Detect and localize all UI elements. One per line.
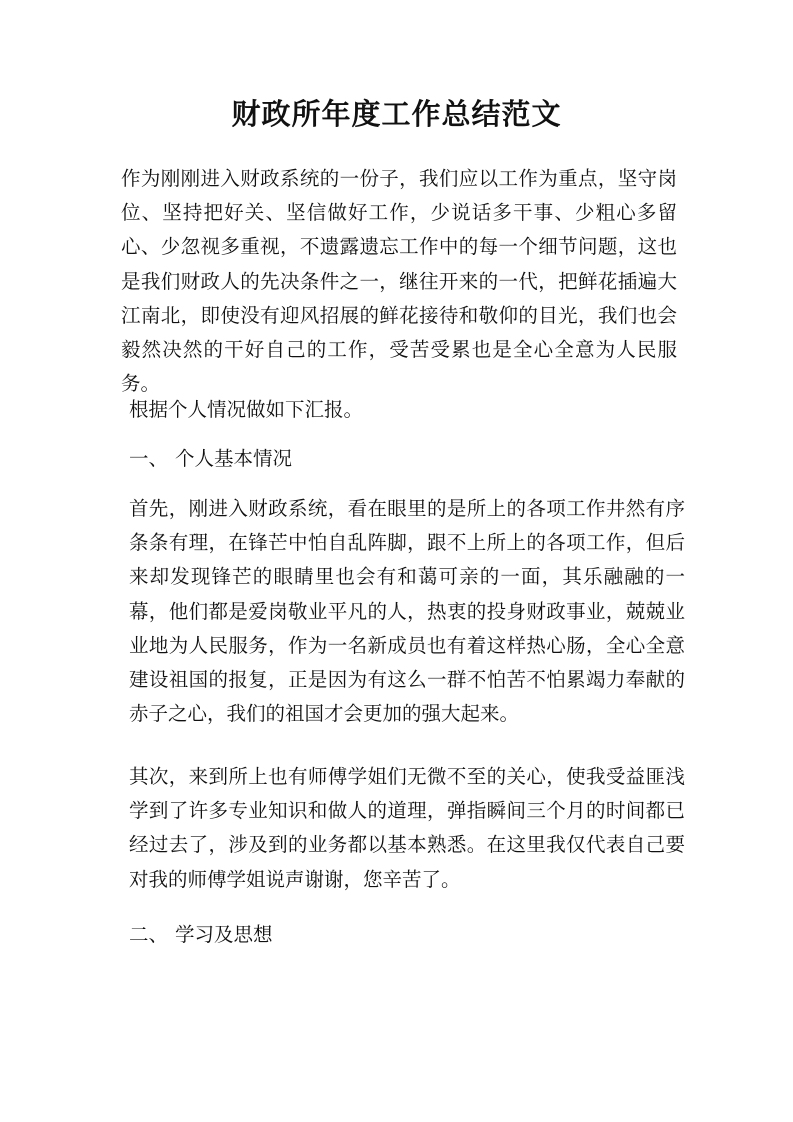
section-2-number: 二、: [129, 923, 169, 946]
section-heading-1: [121, 442, 685, 476]
section-heading-2: [121, 918, 685, 952]
document-title: 财政所年度工作总结范文: [231, 97, 562, 131]
paragraph-report-note: 根据个人情况做如下汇报。: [129, 398, 364, 421]
section-1-number: 一、: [129, 447, 169, 470]
paragraph-second-point: 其次，来到所上也有师傅学姐们无微不至的关心，使我受益匪浅学到了许多专业知识和做人的道理，弹指瞬间三个月的时间都已经过去了，涉及到的业务都以基本熟悉。在这里我仅代表自己要对我的师傅学姐说声谢谢，您辛苦了。: [129, 765, 685, 891]
section-1-title: 个人基本情况: [175, 447, 293, 470]
paragraph-first-point: 首先，刚进入财政系统，看在眼里的是所上的各项工作井然有序条条有理，在锋芒中怕自乱阵脚，跟不上所上的各项工作，但后来却发现锋芒的眼睛里也会有和蔼可亲的一面，其乐融融的一幕，他们都是爱岗敬业平凡的人，热衷的投身财政事业，兢兢业业地为人民服务，作为一名新成员也有着这样热心肠，全心全意建设祖国的报复，正是因为有这么一群不怕苦不怕累竭力奉献的赤子之心，我们的祖国才会更加的强大起来。: [129, 497, 685, 726]
paragraph-intro: 作为刚刚进入财政系统的一份子，我们应以工作为重点，坚守岗位、坚持把好关、坚信做好工作，少说话多干事、少粗心多留心、少忽视多重视，不遗露遗忘工作中的每一个细节问题，这也是我们财政人的先决条件之一，继往开来的一代，把鲜花插遍大江南北，即使没有迎风招展的鲜花接待和敬仰的目光，我们也会毅然决然的干好自己的工作，受苦受累也是全心全意为人民服务。: [121, 167, 677, 396]
section-2-title: 学习及思想: [175, 923, 273, 946]
